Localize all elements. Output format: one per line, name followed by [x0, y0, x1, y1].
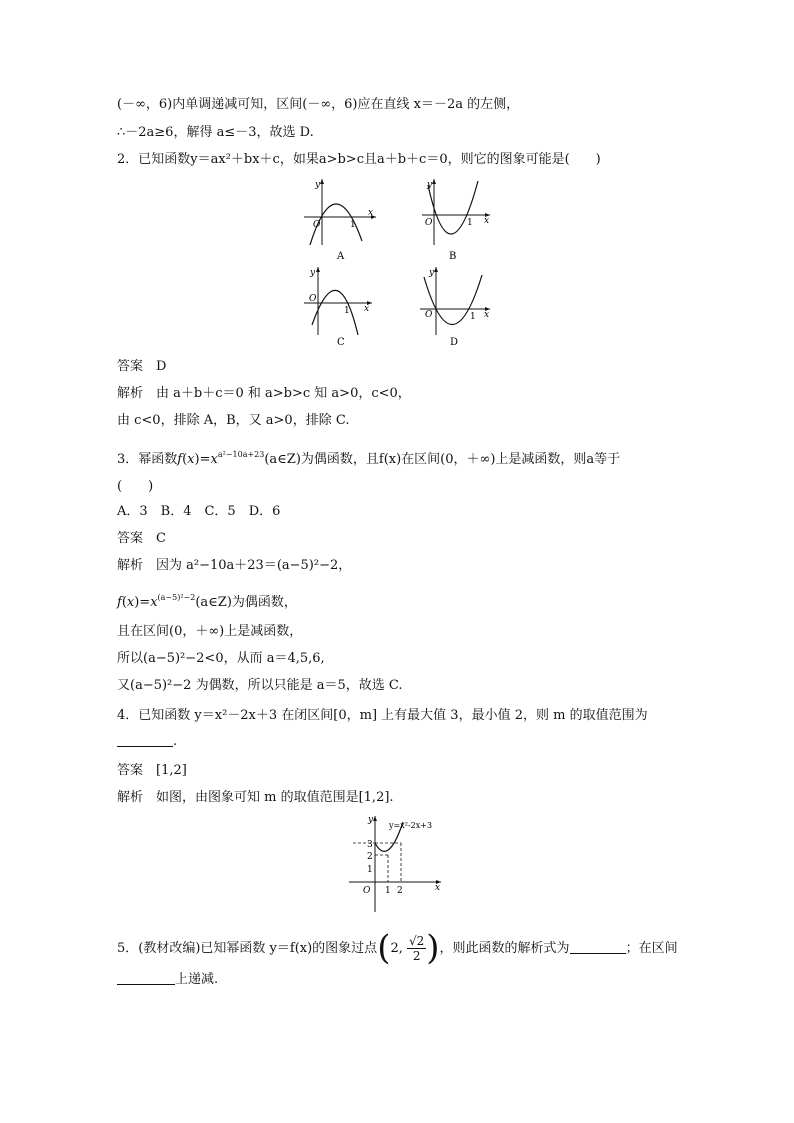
- question-2-explanation-1: 解析 由 a＋b＋c＝0 和 a>b>c 知 a>0，c<0，: [117, 386, 411, 401]
- solution-continuation-line-1: (－∞，6)内单调递减可知，区间(－∞，6)应在直线 x＝－2a 的左侧，: [117, 97, 520, 112]
- graph-b-y-label: y: [427, 180, 433, 190]
- question-5-blank-2[interactable]: [117, 972, 175, 985]
- question-5-stem-post-2: ；在区间: [625, 941, 678, 956]
- graph-a-x-label: x: [368, 208, 374, 218]
- question-5-point-x: 2,: [390, 941, 403, 956]
- question-3-stem-prefix: 3．幂函数: [117, 452, 178, 467]
- graph-a-y-label: y: [315, 180, 321, 190]
- question-3-explanation-3: 且在区间(0，＋∞)上是减函数，: [117, 624, 303, 639]
- question-4-graph-tick-1: 1: [367, 865, 373, 875]
- question-4-answer: 答案 [1,2]: [117, 763, 187, 778]
- graph-d-origin: O: [425, 310, 433, 320]
- question-5-stem-prefix: 5．(教材改编)已知幂函数 y＝f(x)的图象过点: [117, 941, 378, 956]
- graph-c-y-label: y: [310, 268, 316, 278]
- question-5-blank-1[interactable]: [570, 941, 626, 954]
- question-5-line-2-text: 上递减.: [175, 972, 219, 987]
- question-3-explanation-4: 所以(a−5)²−2<0，从而 a＝4,5,6,: [117, 651, 325, 666]
- graph-b-x-label: x: [484, 216, 490, 226]
- question-4-answer-blank[interactable]: [117, 734, 173, 747]
- question-3-exponent: a²−10a+23: [217, 450, 265, 459]
- question-3-explanation-1: 解析 因为 a²−10a＋23＝(a−5)²−2，: [117, 558, 352, 573]
- question-3-options: A．3 B．4 C．5 D．6: [117, 504, 281, 519]
- question-2-explanation-2: 由 c<0，排除 A，B，又 a>0，排除 C.: [117, 413, 350, 428]
- graph-d-tick-1: 1: [470, 312, 476, 322]
- graph-c-caption: C: [337, 337, 345, 348]
- question-3-stem: 3．幂函数$f(x)=x^{a^2-10a+23}(a\in Z)$为偶函数，且f(x)在区间(0，＋∞)上是减函数，则a等于: [117, 450, 621, 467]
- question-3-explanation-5: 又(a−5)²−2 为偶数，所以只能是 a＝5，故选 C.: [117, 678, 403, 693]
- question-5-fraction: [407, 934, 426, 963]
- question-4-graph: [345, 812, 445, 914]
- question-5-line-2: [117, 971, 218, 989]
- question-3-exponent-2: (a−5)²−2: [157, 593, 196, 602]
- question-4-stem-line-2: [117, 733, 177, 751]
- graph-c-origin: O: [309, 294, 317, 304]
- question-5-fraction-numerator: √2: [409, 934, 425, 948]
- question-4-curve-label: y=x²-2x+3: [389, 821, 433, 830]
- solution-continuation-line-2: ∴－2a≥6，解得 a≤－3，故选 D.: [117, 125, 314, 140]
- question-4-stem-end: .: [173, 734, 178, 749]
- graph-d-caption: D: [450, 337, 459, 348]
- graph-d-x-label: x: [484, 310, 490, 320]
- question-4-graph-x-label: x: [435, 883, 441, 893]
- question-5-stem: 5．(教材改编)已知幂函数 y＝f(x)的图象过点(2, $\frac{√2}{2}$ )，则此函数的解析式为 ；在区间: [117, 928, 678, 968]
- question-3-paren: ( ): [117, 479, 154, 494]
- question-4-explanation: 解析 如图，由图象可知 m 的取值范围是[1,2].: [117, 790, 394, 805]
- question-2-answer: 答案 D: [117, 359, 167, 374]
- question-4-graph-y-label: y: [368, 815, 374, 825]
- question-5-stem-post: ，则此函数的解析式为: [439, 941, 570, 956]
- graph-b-tick-1: 1: [467, 218, 473, 228]
- question-4-graph-xtick-1: 1: [385, 886, 391, 896]
- graph-b-origin: O: [425, 218, 433, 228]
- graph-option-b: [412, 175, 496, 265]
- question-5-fraction-denominator: 2: [412, 949, 421, 963]
- graph-c-tick-1: 1: [344, 306, 350, 316]
- graph-a-tick-1: 1: [350, 220, 356, 230]
- question-4-stem: 4．已知函数 y＝x²－2x＋3 在闭区间[0，m] 上有最大值 3，最小值 2，则 m 的取值范围为: [117, 708, 648, 723]
- question-2-stem: 2．已知函数y＝ax²＋bx＋c，如果a>b>c且a＋b＋c＝0，则它的图象可能是( ): [117, 152, 601, 167]
- question-4-graph-xtick-2: 2: [397, 886, 403, 896]
- question-4-graph-origin: O: [363, 886, 371, 896]
- question-3-stem-middle: (a∈Z)为偶函数，且f(x)在区间(0，＋∞)上是减函数，则a等于: [264, 452, 621, 467]
- question-3-answer: 答案 C: [117, 531, 166, 546]
- graph-d-y-label: y: [429, 268, 435, 278]
- graph-option-d: [412, 263, 496, 353]
- question-3-explanation-2-tail: (a∈Z)为偶函数，: [195, 595, 297, 610]
- graph-a-caption: A: [337, 251, 345, 262]
- question-4-graph-tick-2: 2: [367, 852, 373, 862]
- graph-option-a: [300, 175, 380, 265]
- graph-c-x-label: x: [364, 304, 370, 314]
- question-3-explanation-2: $f(x)=x^{(a-5)^2-2}(a\in Z)$为偶函数，: [117, 593, 297, 610]
- graph-b-caption: B: [449, 251, 457, 262]
- graph-a-origin: O: [313, 220, 321, 230]
- graph-option-c: [300, 263, 380, 353]
- question-4-graph-tick-3: 3: [367, 840, 373, 850]
